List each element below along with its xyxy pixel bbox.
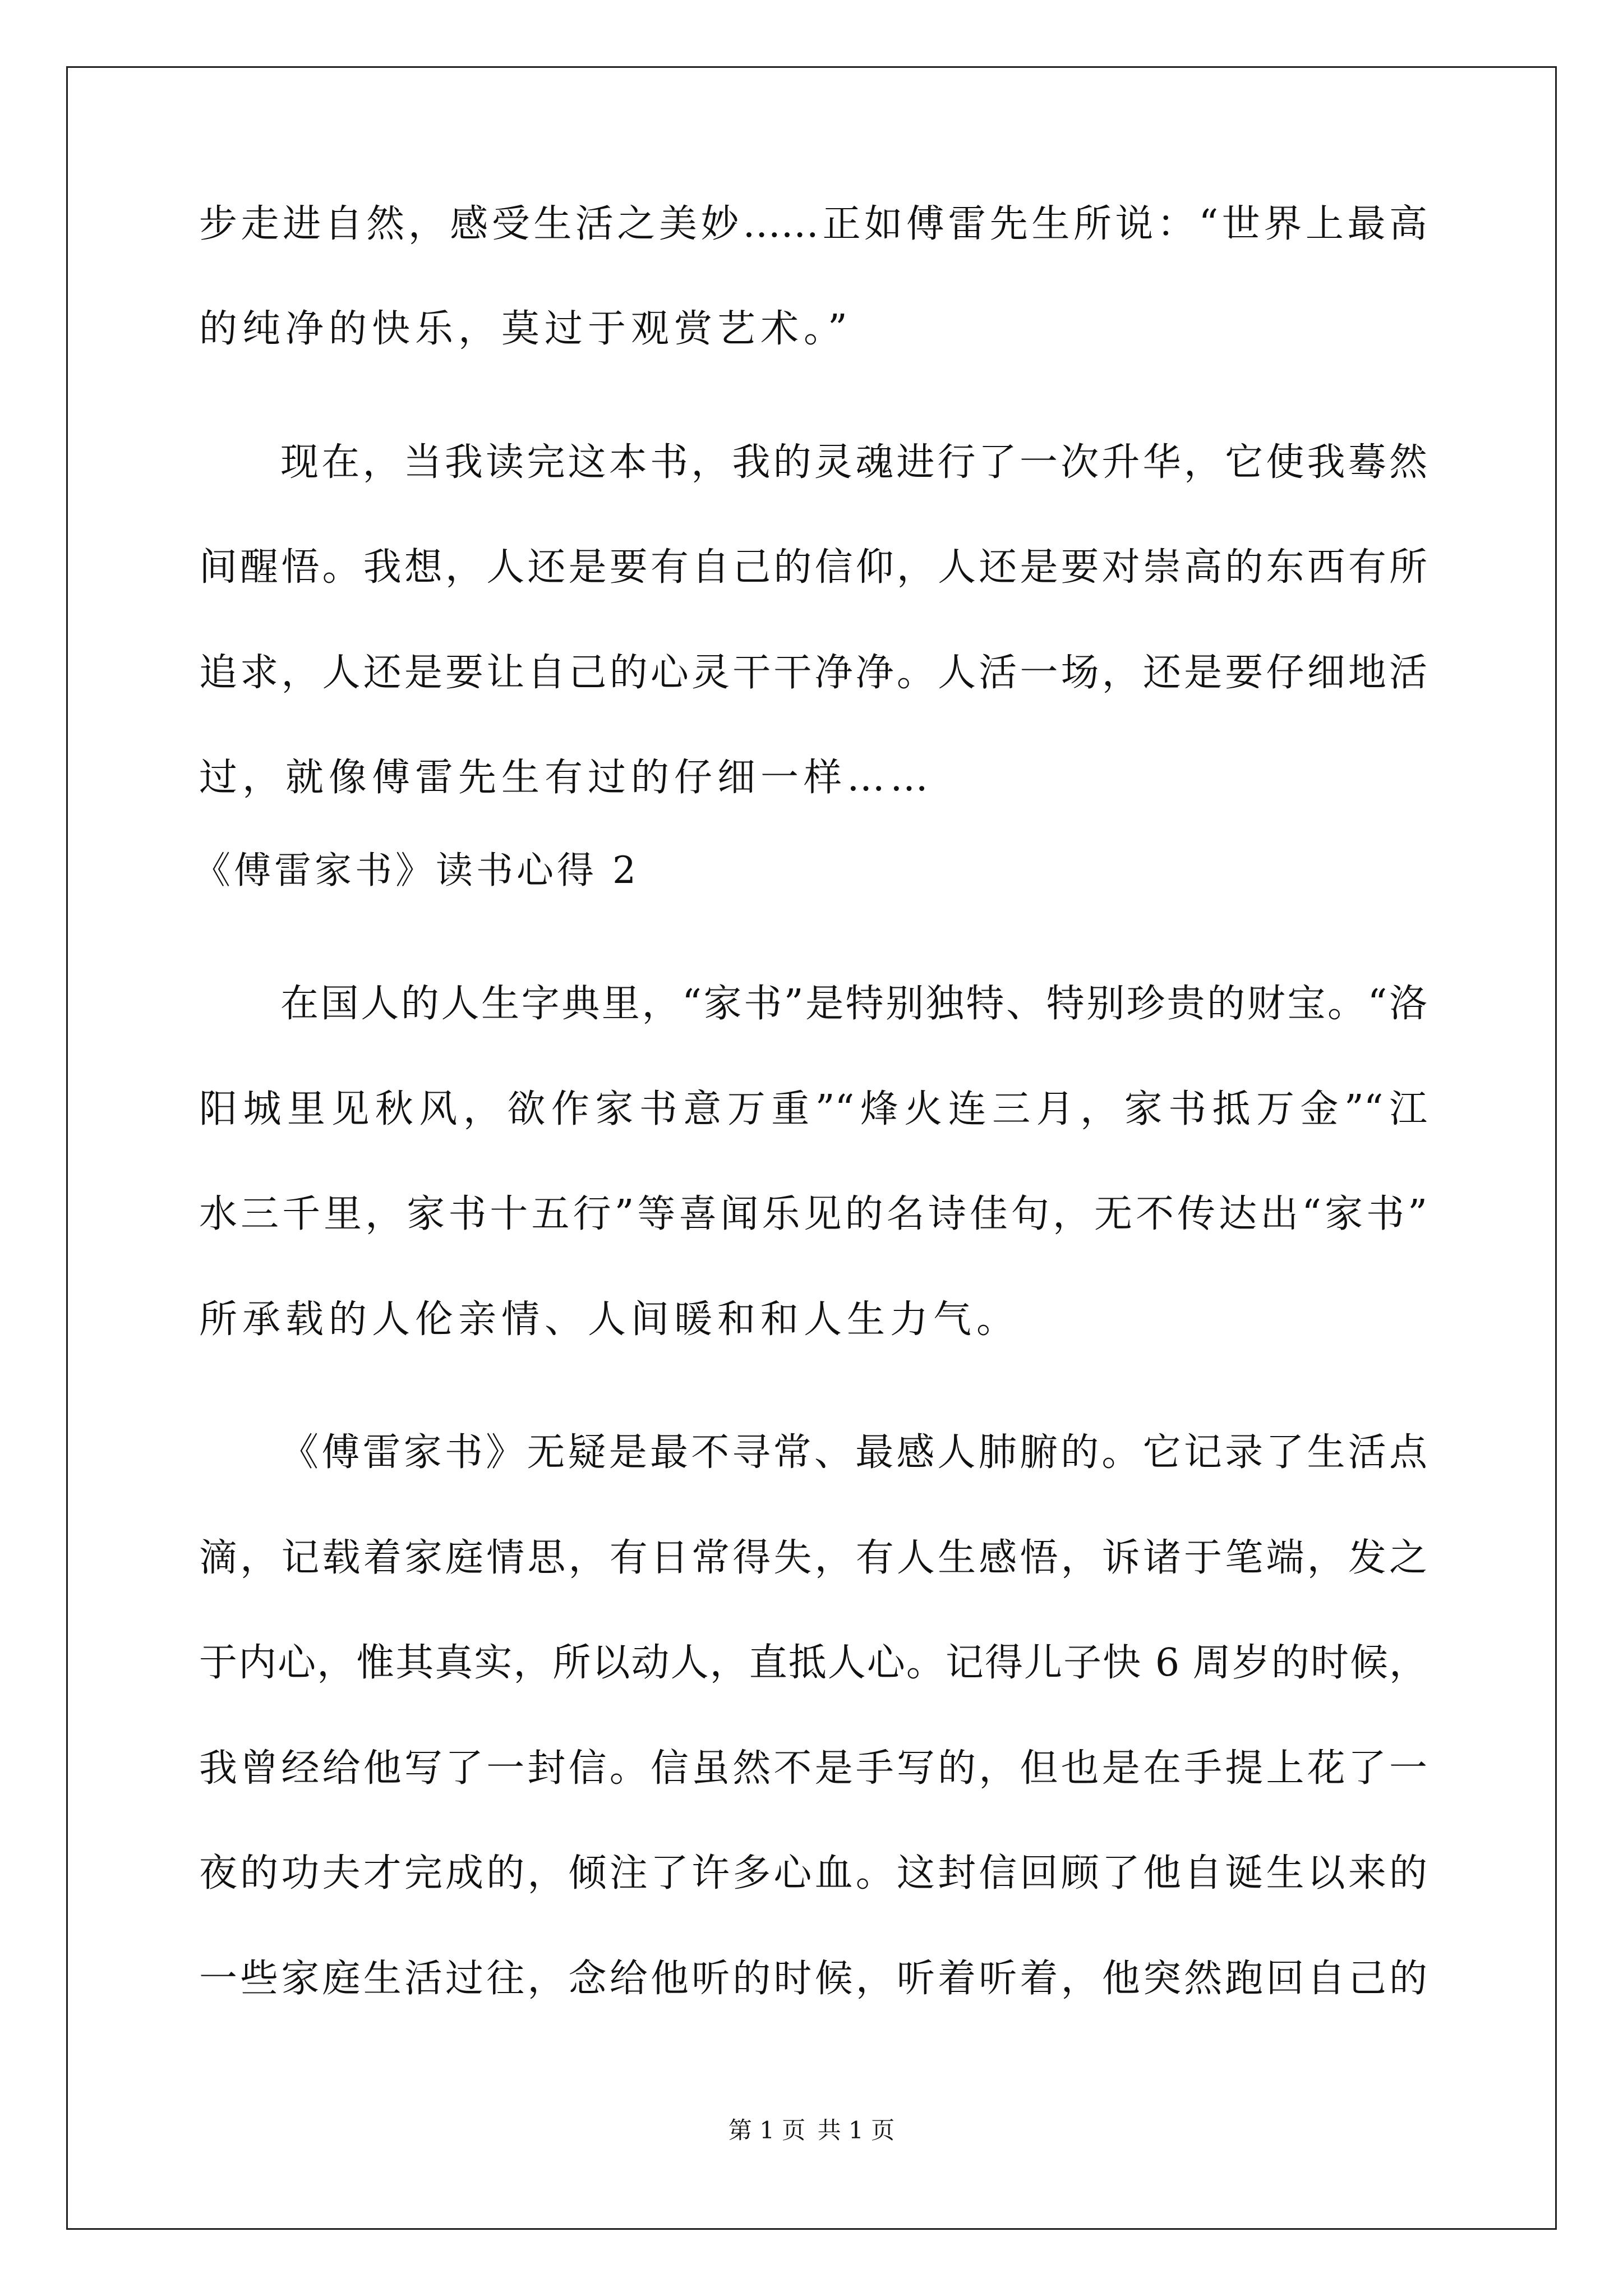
text-line: 追求，人还是要让自己的心灵干干净净。人活一场，还是要仔细地活 <box>199 651 1427 695</box>
text-line: 过，就像傅雷先生有过的仔细一样…… <box>199 756 934 800</box>
page-border <box>66 66 1557 2230</box>
text-line: 于内心，惟其真实，所以动人，直抵人心。记得儿子快 6 周岁的时候， <box>199 1641 1427 1685</box>
page-footer <box>0 2114 1623 2147</box>
text-line: 步走进自然，感受生活之美妙……正如傅雷先生所说：“世界上最高 <box>199 202 1427 246</box>
text-line: 我曾经给他写了一封信。信虽然不是手写的，但也是在手提上花了一 <box>199 1746 1427 1791</box>
page-total: 共 1 页 <box>817 2116 895 2144</box>
text-line: 间醒悟。我想，人还是要有自己的信仰，人还是要对崇高的东西有所 <box>199 545 1427 590</box>
section-heading: 《傅雷家书》读书心得 2 <box>193 849 639 892</box>
text-line: 阳城里见秋风，欲作家书意万重”“烽火连三月，家书抵万金”“江 <box>199 1087 1427 1131</box>
text-line: 所承载的人伦亲情、人间暖和和人生力气。 <box>199 1297 1020 1342</box>
text-line: 水三千里，家书十五行”等喜闻乐见的名诗佳句，无不传达出“家书” <box>199 1192 1427 1236</box>
text-line: 滴，记载着家庭情思，有日常得失，有人生感悟，诉诸于笔端，发之 <box>199 1536 1427 1580</box>
page-number: 第 1 页 <box>728 2116 806 2144</box>
text-line: 《傅雷家书》无疑是最不寻常、最感人肺腑的。它记录了生活点 <box>280 1430 1427 1475</box>
text-line: 在国人的人生字典里，“家书”是特别独特、特别珍贵的财宝。“洛 <box>280 982 1427 1026</box>
text-line: 一些家庭生活过往，念给他听的时候，听着听着，他突然跑回自己的 <box>199 1957 1427 2001</box>
text-line: 现在，当我读完这本书，我的灵魂进行了一次升华，它使我蓦然 <box>280 440 1427 485</box>
text-line: 的纯净的快乐，莫过于观赏艺术。” <box>199 307 852 351</box>
text-line: 夜的功夫才完成的，倾注了许多心血。这封信回顾了他自诞生以来的 <box>199 1851 1427 1895</box>
